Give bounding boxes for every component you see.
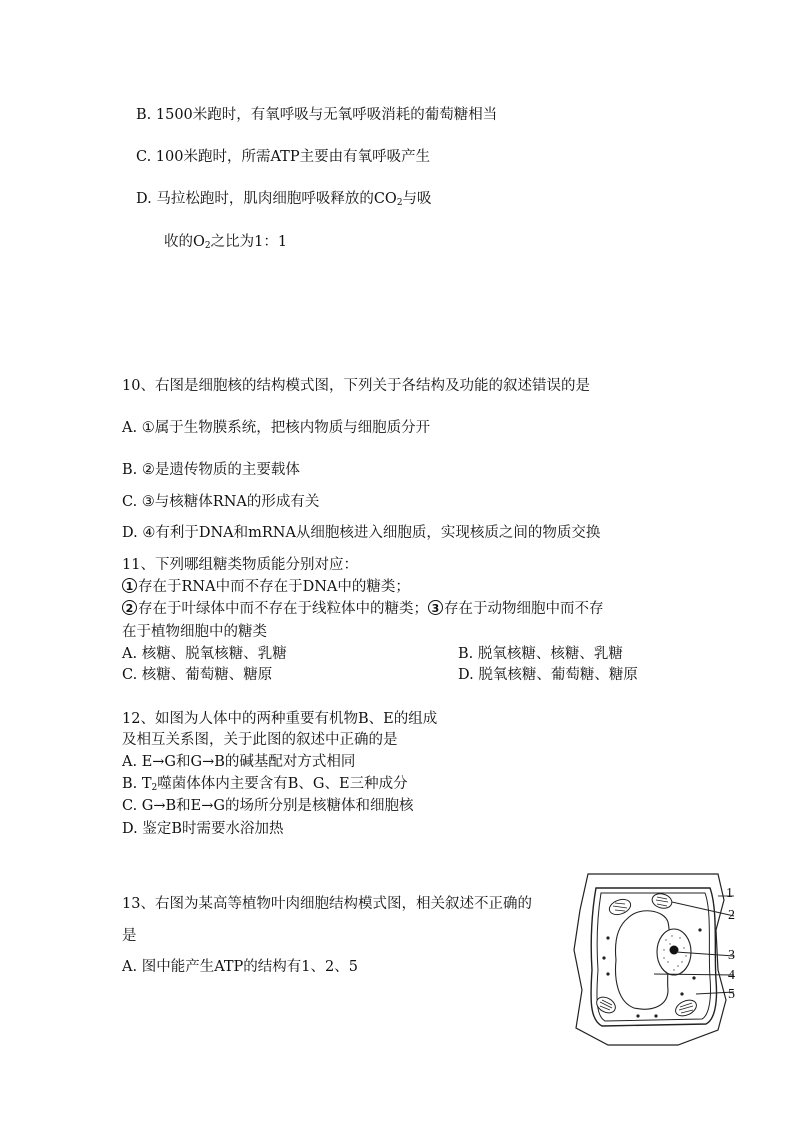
q11-option-a: A. 核糖、脱氧核糖、乳糖 — [122, 646, 287, 662]
q12-option-c: C. G→B和E→G的场所分别是核糖体和细胞核 — [122, 798, 414, 814]
q11-option-d: D. 脱氧核糖、葡萄糖、糖原 — [458, 667, 638, 683]
cell-label-3: 3 — [728, 948, 735, 963]
q12-stem-line-1: 12、如图为人体中的两种重要有机物B、E的组成 — [122, 711, 438, 727]
cell-label-2: 2 — [728, 908, 735, 923]
q13-stem-line-2: 是 — [122, 928, 137, 944]
nucleolus — [670, 946, 679, 955]
q12-stem-line-2: 及相互关系图，关于此图的叙述中正确的是 — [122, 732, 398, 748]
circled-number-3: 3 — [428, 600, 443, 615]
cell-label-4: 4 — [728, 968, 735, 983]
q12-option-d: D. 鉴定B时需要水浴加热 — [122, 821, 284, 837]
circled-number-1: 1 — [122, 578, 137, 593]
q10-option-d: D. ④有利于DNA和mRNA从细胞核进入细胞质，实现核质之间的物质交换 — [122, 525, 601, 541]
q10-option-b: B. ②是遗传物质的主要载体 — [122, 462, 300, 478]
circled-number-2: 2 — [122, 600, 137, 615]
q13-option-a: A. 图中能产生ATP的结构有1、2、5 — [122, 959, 358, 975]
q11-stem: 11、下列哪组糖类物质能分别对应： — [122, 557, 358, 573]
q10-option-a: A. ①属于生物膜系统，把核内物质与细胞质分开 — [122, 420, 431, 436]
q12-option-b: B. $T_2$噬菌体体内主要含有B、G、E三种成分 — [122, 776, 408, 793]
neighbor-cell-walls — [574, 874, 726, 1045]
q12-option-a: A. E→G和G→B的碱基配对方式相同 — [122, 754, 356, 770]
cell-label-1: 1 — [726, 886, 733, 901]
q9-option-d-continued: 收的$O_2$之比为1：1 — [164, 234, 288, 251]
q9-option-b: B. 1500米跑时，有氧呼吸与无氧呼吸消耗的葡萄糖相当 — [136, 107, 498, 123]
cell-label-5: 5 — [728, 987, 735, 1002]
q11-line-3: 在于植物细胞中的糖类 — [122, 624, 267, 640]
q11-option-b: B. 脱氧核糖、核糖、乳糖 — [458, 646, 623, 662]
q10-option-c: C. ③与核糖体RNA的形成有关 — [122, 494, 320, 510]
q13-stem-line-1: 13、右图为某高等植物叶肉细胞结构模式图，相关叙述不正确的 — [122, 896, 532, 912]
q9-option-c: C. 100米跑时，所需ATP主要由有氧呼吸产生 — [136, 149, 431, 165]
plant-cell-diagram — [568, 870, 744, 1048]
q11-option-c: C. 核糖、葡萄糖、糖原 — [122, 667, 273, 683]
q10-stem: 10、右图是细胞核的结构模式图，下列关于各结构及功能的叙述错误的是 — [122, 378, 590, 394]
q11-line-1: 1 存在于RNA中而不存在于DNA中的糖类； — [122, 578, 410, 596]
plant-cell-svg — [568, 870, 744, 1048]
q11-line-2: 2 存在于叶绿体中而不存在于线粒体中的糖类； 3 存在于动物细胞中而不存 — [122, 600, 604, 618]
q9-option-d: D. 马拉松跑时，肌肉细胞呼吸释放的$CO_2$与吸 — [136, 191, 432, 208]
